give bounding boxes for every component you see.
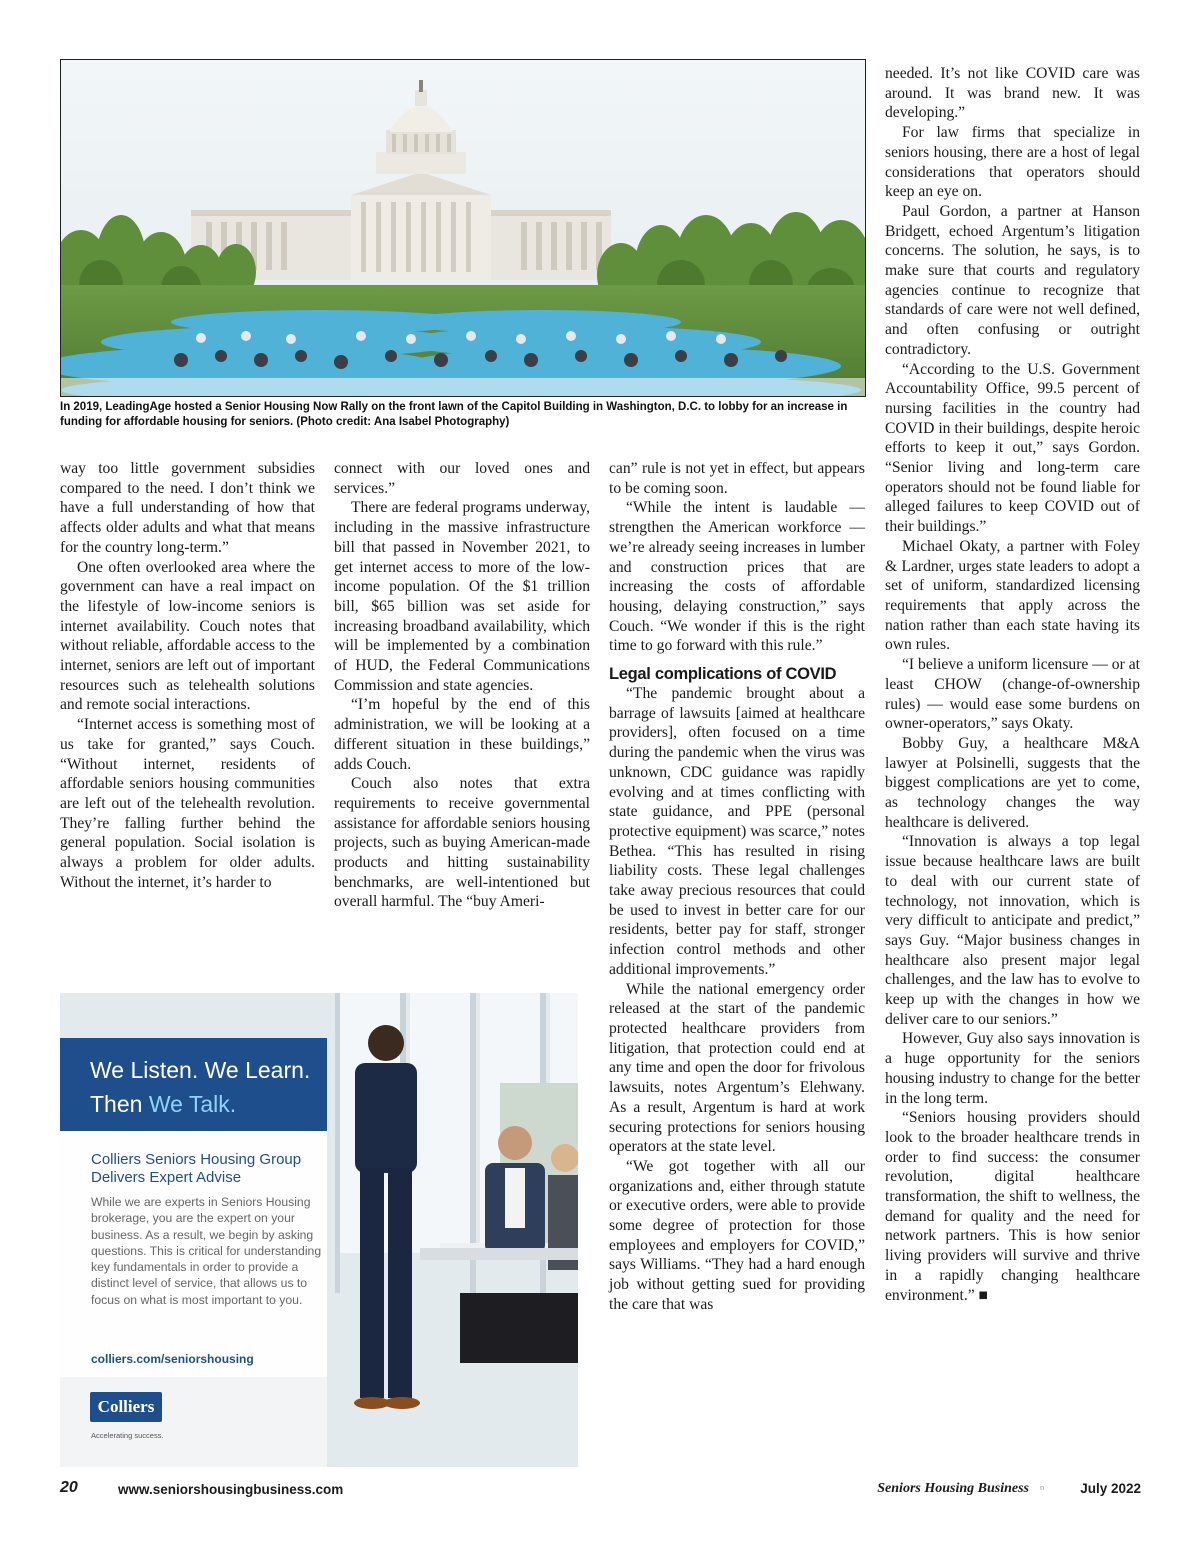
footer-url[interactable]: www.seniorshousingbusiness.com (118, 1482, 344, 1497)
paragraph: needed. It’s not like COVID care was around. It was brand new. It was developing.” (885, 65, 1140, 122)
page-number: 20 (60, 1479, 78, 1496)
article-column-2 (334, 459, 590, 912)
publication-name: Seniors Housing Business (877, 1481, 1029, 1496)
issue-date: July 2022 (1080, 1481, 1141, 1496)
page-footer (60, 1479, 1141, 1499)
ad-headline-banner (60, 1038, 327, 1131)
ad-headline-line-1: We Listen. We Learn. (90, 1057, 311, 1083)
ad-copy-box (60, 1131, 327, 1377)
paragraph: “The pandemic brought about a barrage of lawsuits [aimed at healthcare providers], often focused on a time during the pandemic when the virus was unknown, CDC guidance was rapidly evolving and at times conflicting with state guidance, and PPE (personal protective equipment) was scarce,” notes Bethea. “This has resulted in rising liability costs. These legal challenges take away precious resources that could be used to invest in better care for our residents, better pay for staff, stronger infection control methods and other additional improvements.” (609, 685, 865, 978)
article-column-4 (885, 64, 1140, 1305)
paragraph: Couch also notes that extra requirements to receive governmental assistance for affordable seniors housing projects, such as buying American-made products and hitting sustainability benchmarks, are well-intentioned but overall harmful. The “buy Ameri- (334, 775, 590, 911)
paragraph: connect with our loved ones and services.” (334, 460, 590, 497)
capitol-rally-photo (60, 59, 866, 397)
paragraph: There are federal programs underway, including in the massive infrastructure bill that passed in November 2021, to get internet access to more of the low-income population. Of the $1 trillion bill, $65 billion was set aside for increasing broadband availability, which will be implemented by a combination of HUD, the Federal Communications Commission and state agencies. (334, 499, 590, 694)
paragraph: “Innovation is always a top legal issue because healthcare laws are built to deal with our current state of technology, not innovation, which is very difficult to anticipate and predict,” says Guy. “Major business changes in healthcare also present major legal challenges, and the law has to evolve to keep up with the changes in how we deliver care to our seniors.” (885, 833, 1140, 1028)
colliers-advertisement[interactable] (60, 993, 578, 1467)
paragraph: Paul Gordon, a partner at Hanson Bridgett, echoed Argentum’s litigation concerns. The solution, he says, is to make sure that courts and regulatory agencies continue to recognize that standards of care were not well defined, and often confusing or outright contradictory. (885, 202, 1140, 358)
paragraph: Michael Okaty, a partner with Foley & Lardner, urges state leaders to adopt a set of uniform, standardized licensing requirements that apply across the nation rather than each state having its own rules. (885, 537, 1140, 654)
footer-separator: n (1040, 1485, 1044, 1492)
section-heading: Legal complications of COVID (609, 665, 837, 684)
colliers-logo[interactable]: Colliers (90, 1392, 162, 1422)
ad-body: While we are experts in Seniors Housing brokerage, you are the expert on your business. As a result, we begin by asking questions. This is critical for understanding key fundamentals in order to provide a distinct level of service, that allows us to focus on what is most important to you. (91, 1195, 322, 1307)
paragraph: “Seniors housing providers should look to the broader healthcare trends in order to find success: the consumer revolution, digital healthcare transformation, the shift to wellness, the demand for quality and the need for network partners. This is how senior living providers will survive and thrive in a rapidly changing healthcare environment.” ■ (885, 1109, 1140, 1304)
capitol-rally-illustration (61, 60, 865, 396)
paragraph: “I believe a uniform licensure — or at least CHOW (change-of-ownership rules) — would ease some burdens on owner-operators,” says Okaty. (885, 656, 1140, 733)
paragraph: can” rule is not yet in effect, but appears to be coming soon. (609, 460, 865, 497)
paragraph: One often overlooked area where the government can have a real impact on the lifestyle of low-income seniors is internet availability. Couch notes that without reliable, affordable access to the internet, seniors are left out of important resources such as telehealth solutions and remote social interactions. (60, 558, 315, 714)
paragraph: “I’m hopeful by the end of this administration, we will be looking at a different situation in these buildings,” adds Couch. (334, 696, 590, 773)
paragraph: “We got together with all our organizations and, either through statute or executive orders, were able to provide some degree of protection for those employees and employers for COVID,” says Williams. “They had a hard enough job without getting sued for providing the care that was (609, 1157, 865, 1313)
ad-headline-line-2: Then We Talk. (90, 1091, 237, 1117)
ad-tagline: Accelerating success. (91, 1431, 164, 1440)
article-column-3 (609, 459, 865, 1315)
paragraph: While the national emergency order released at the start of the pandemic protected healthcare providers from litigation, that protection could end at any time and open the door for frivolous lawsuits, notes Argentum’s Elehwany. As a result, Argentum is hard at work securing protections for seniors housing operators at the state level. (609, 980, 865, 1156)
photo-caption: In 2019, LeadingAge hosted a Senior Housing Now Rally on the front lawn of the Capitol Building in Washington, D.C. to lobby for an increase in funding for affordable housing for seniors. (Photo credit: Ana Isabel Photography) (60, 401, 848, 428)
ad-subhead: Colliers Seniors Housing Group Delivers Expert Advise (91, 1151, 302, 1186)
paragraph: For law firms that specialize in seniors housing, there are a host of legal considerations that operators should keep an eye on. (885, 124, 1140, 201)
paragraph: “While the intent is laudable — strengthen the American workforce — we’re already seeing increases in lumber and construction prices that are increasing the costs of affordable housing, delaying construction,” says Couch. “We wonder if this is the right time to go forward with this rule.” (609, 499, 865, 655)
ad-url-link[interactable]: colliers.com/seniorshousing (91, 1352, 254, 1366)
paragraph: Bobby Guy, a healthcare M&A lawyer at Polsinelli, suggests that the biggest complications are yet to come, as technology changes the way healthcare is delivered. (885, 734, 1140, 831)
ad-logo-band (60, 1377, 327, 1467)
paragraph: “According to the U.S. Government Accountability Office, 99.5 percent of nursing facilities in the country had COVID in their buildings, despite heroic efforts to keep it out,” says Gordon. “Senior living and long-term care operators should not be found liable for alleged failures to keep COVID out of their buildings.” (885, 360, 1140, 536)
paragraph: “Internet access is something most of us take for granted,” says Couch. “Without internet, residents of affordable seniors housing communities are left out of the telehealth revolution. They’re falling further behind the general population. Social isolation is always a problem for older adults. Without the internet, it’s harder to (60, 716, 315, 891)
paragraph: However, Guy also says innovation is a huge opportunity for the seniors housing industry to change for the better in the long term. (885, 1030, 1140, 1107)
paragraph: way too little government subsidies compared to the need. I don’t think we have a full understanding of how that affects older adults and what that means for the country long-term.” (60, 460, 315, 556)
article-column-1 (60, 459, 315, 892)
